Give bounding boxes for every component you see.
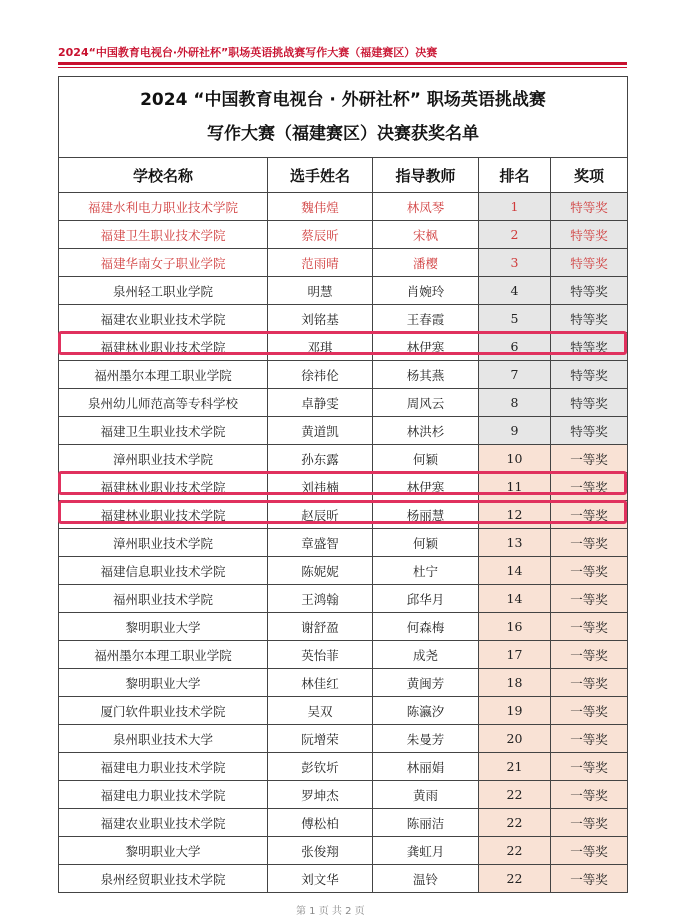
cell-rank: 13: [479, 529, 551, 557]
cell-rank: 11: [479, 473, 551, 501]
cell-award: 一等奖: [551, 781, 628, 809]
cell-school: 福建电力职业技术学院: [59, 753, 268, 781]
cell-award: 一等奖: [551, 473, 628, 501]
cell-rank: 12: [479, 501, 551, 529]
cell-school: 泉州职业技术大学: [59, 725, 268, 753]
table-row: [59, 333, 628, 361]
cell-name: 罗坤杰: [268, 781, 373, 809]
cell-school: 泉州轻工职业学院: [59, 277, 268, 305]
cell-rank: 14: [479, 585, 551, 613]
cell-school: 福建农业职业技术学院: [59, 809, 268, 837]
header-rule: [58, 62, 627, 65]
table-row: [59, 501, 628, 529]
cell-award: 一等奖: [551, 501, 628, 529]
column-header-rank: 排名: [479, 158, 551, 193]
cell-name: 明慧: [268, 277, 373, 305]
cell-name: 刘祎楠: [268, 473, 373, 501]
cell-award: 特等奖: [551, 277, 628, 305]
table-row: [59, 193, 628, 221]
cell-award: 一等奖: [551, 697, 628, 725]
cell-teacher: 林伊寒: [373, 333, 479, 361]
cell-rank: 18: [479, 669, 551, 697]
cell-school: 漳州职业技术学院: [59, 445, 268, 473]
cell-rank: 20: [479, 725, 551, 753]
cell-teacher: 林洪杉: [373, 417, 479, 445]
cell-rank: 17: [479, 641, 551, 669]
table-row: [59, 669, 628, 697]
cell-name: 陈妮妮: [268, 557, 373, 585]
table-row: [59, 529, 628, 557]
cell-teacher: 陈瀛汐: [373, 697, 479, 725]
cell-name: 王鸿翰: [268, 585, 373, 613]
cell-school: 福州职业技术学院: [59, 585, 268, 613]
cell-school: 福建卫生职业技术学院: [59, 417, 268, 445]
cell-teacher: 林丽娟: [373, 753, 479, 781]
table-body: [59, 193, 628, 893]
cell-teacher: 何森梅: [373, 613, 479, 641]
cell-award: 一等奖: [551, 837, 628, 865]
cell-award: 特等奖: [551, 361, 628, 389]
cell-name: 英怡菲: [268, 641, 373, 669]
cell-name: 刘铭基: [268, 305, 373, 333]
table-row: [59, 585, 628, 613]
table-row: [59, 697, 628, 725]
cell-rank: 14: [479, 557, 551, 585]
cell-teacher: 肖婉玲: [373, 277, 479, 305]
title-row: [59, 77, 628, 158]
table-row: [59, 837, 628, 865]
table-row: [59, 809, 628, 837]
column-header-teacher: 指导教师: [373, 158, 479, 193]
cell-school: 福州墨尔本理工职业学院: [59, 641, 268, 669]
cell-rank: 22: [479, 809, 551, 837]
cell-teacher: 周风云: [373, 389, 479, 417]
cell-school: 福建林业职业技术学院: [59, 333, 268, 361]
cell-rank: 10: [479, 445, 551, 473]
cell-rank: 21: [479, 753, 551, 781]
cell-teacher: 宋枫: [373, 221, 479, 249]
cell-name: 范雨晴: [268, 249, 373, 277]
cell-school: 福建卫生职业技术学院: [59, 221, 268, 249]
page-header: 2024“中国教育电视台·外研社杯”职场英语挑战赛写作大赛（福建赛区）决赛: [58, 46, 438, 59]
cell-school: 福建林业职业技术学院: [59, 473, 268, 501]
cell-name: 张俊翔: [268, 837, 373, 865]
cell-name: 吴双: [268, 697, 373, 725]
table-row: [59, 473, 628, 501]
cell-teacher: 龚虹月: [373, 837, 479, 865]
cell-teacher: 朱曼芳: [373, 725, 479, 753]
cell-award: 特等奖: [551, 389, 628, 417]
cell-teacher: 潘樱: [373, 249, 479, 277]
table-row: [59, 613, 628, 641]
cell-school: 福建农业职业技术学院: [59, 305, 268, 333]
cell-teacher: 何颖: [373, 529, 479, 557]
cell-name: 刘文华: [268, 865, 373, 893]
table-row: [59, 445, 628, 473]
cell-award: 特等奖: [551, 333, 628, 361]
cell-rank: 1: [479, 193, 551, 221]
cell-award: 一等奖: [551, 809, 628, 837]
cell-school: 黎明职业大学: [59, 669, 268, 697]
cell-teacher: 黄雨: [373, 781, 479, 809]
cell-rank: 16: [479, 613, 551, 641]
table-row: [59, 249, 628, 277]
cell-teacher: 成尧: [373, 641, 479, 669]
cell-award: 特等奖: [551, 249, 628, 277]
header-rule-thin: [58, 67, 627, 68]
cell-teacher: 林伊寒: [373, 473, 479, 501]
table-row: [59, 641, 628, 669]
cell-name: 孙东露: [268, 445, 373, 473]
header-row: [59, 158, 628, 193]
cell-name: 蔡辰昕: [268, 221, 373, 249]
table-row: [59, 725, 628, 753]
cell-award: 一等奖: [551, 557, 628, 585]
column-header-award: 奖项: [551, 158, 628, 193]
cell-rank: 7: [479, 361, 551, 389]
cell-teacher: 林凤琴: [373, 193, 479, 221]
cell-name: 魏伟煌: [268, 193, 373, 221]
cell-school: 福建华南女子职业学院: [59, 249, 268, 277]
table-row: [59, 305, 628, 333]
cell-teacher: 何颖: [373, 445, 479, 473]
cell-rank: 9: [479, 417, 551, 445]
cell-name: 傅松柏: [268, 809, 373, 837]
cell-school: 泉州幼儿师范高等专科学校: [59, 389, 268, 417]
table-row: [59, 221, 628, 249]
cell-award: 一等奖: [551, 753, 628, 781]
cell-name: 卓静雯: [268, 389, 373, 417]
cell-name: 谢舒盈: [268, 613, 373, 641]
cell-name: 赵辰昕: [268, 501, 373, 529]
cell-school: 福州墨尔本理工职业学院: [59, 361, 268, 389]
cell-rank: 22: [479, 837, 551, 865]
cell-school: 漳州职业技术学院: [59, 529, 268, 557]
cell-teacher: 王春霞: [373, 305, 479, 333]
table-row: [59, 753, 628, 781]
cell-school: 黎明职业大学: [59, 613, 268, 641]
cell-award: 一等奖: [551, 725, 628, 753]
page-footer: 第 1 页 共 2 页: [296, 906, 365, 917]
cell-award: 特等奖: [551, 221, 628, 249]
table-row: [59, 277, 628, 305]
cell-name: 彭钦圻: [268, 753, 373, 781]
cell-award: 一等奖: [551, 641, 628, 669]
cell-name: 邓琪: [268, 333, 373, 361]
cell-teacher: 杜宁: [373, 557, 479, 585]
cell-rank: 8: [479, 389, 551, 417]
cell-award: 特等奖: [551, 305, 628, 333]
cell-award: 一等奖: [551, 865, 628, 893]
cell-school: 厦门软件职业技术学院: [59, 697, 268, 725]
cell-teacher: 陈丽洁: [373, 809, 479, 837]
table-row: [59, 361, 628, 389]
cell-name: 章盛智: [268, 529, 373, 557]
cell-teacher: 杨丽慧: [373, 501, 479, 529]
cell-name: 徐祎伦: [268, 361, 373, 389]
cell-rank: 3: [479, 249, 551, 277]
cell-award: 一等奖: [551, 585, 628, 613]
cell-rank: 4: [479, 277, 551, 305]
table-row: [59, 389, 628, 417]
results-table: [58, 76, 628, 893]
cell-award: 一等奖: [551, 613, 628, 641]
cell-award: 一等奖: [551, 529, 628, 557]
cell-school: 福建电力职业技术学院: [59, 781, 268, 809]
cell-award: 一等奖: [551, 445, 628, 473]
table-row: [59, 781, 628, 809]
cell-rank: 6: [479, 333, 551, 361]
cell-name: 阮增荣: [268, 725, 373, 753]
cell-school: 福建林业职业技术学院: [59, 501, 268, 529]
title-line-1: 2024 “中国教育电视台 · 外研社杯” 职场英语挑战赛: [140, 90, 546, 110]
cell-school: 福建水利电力职业技术学院: [59, 193, 268, 221]
cell-school: 泉州经贸职业技术学院: [59, 865, 268, 893]
cell-rank: 19: [479, 697, 551, 725]
table-row: [59, 417, 628, 445]
cell-teacher: 邱华月: [373, 585, 479, 613]
cell-award: 特等奖: [551, 417, 628, 445]
cell-rank: 22: [479, 865, 551, 893]
cell-rank: 2: [479, 221, 551, 249]
cell-award: 一等奖: [551, 669, 628, 697]
column-header-school: 学校名称: [59, 158, 268, 193]
cell-name: 林佳红: [268, 669, 373, 697]
cell-rank: 22: [479, 781, 551, 809]
column-header-name: 选手姓名: [268, 158, 373, 193]
cell-teacher: 温铃: [373, 865, 479, 893]
document-title: [59, 77, 628, 158]
cell-school: 福建信息职业技术学院: [59, 557, 268, 585]
cell-rank: 5: [479, 305, 551, 333]
table-row: [59, 557, 628, 585]
cell-teacher: 黄闽芳: [373, 669, 479, 697]
table-row: [59, 865, 628, 893]
cell-name: 黄道凯: [268, 417, 373, 445]
cell-teacher: 杨其燕: [373, 361, 479, 389]
cell-award: 特等奖: [551, 193, 628, 221]
title-line-2: 写作大赛（福建赛区）决赛获奖名单: [207, 124, 479, 144]
cell-school: 黎明职业大学: [59, 837, 268, 865]
